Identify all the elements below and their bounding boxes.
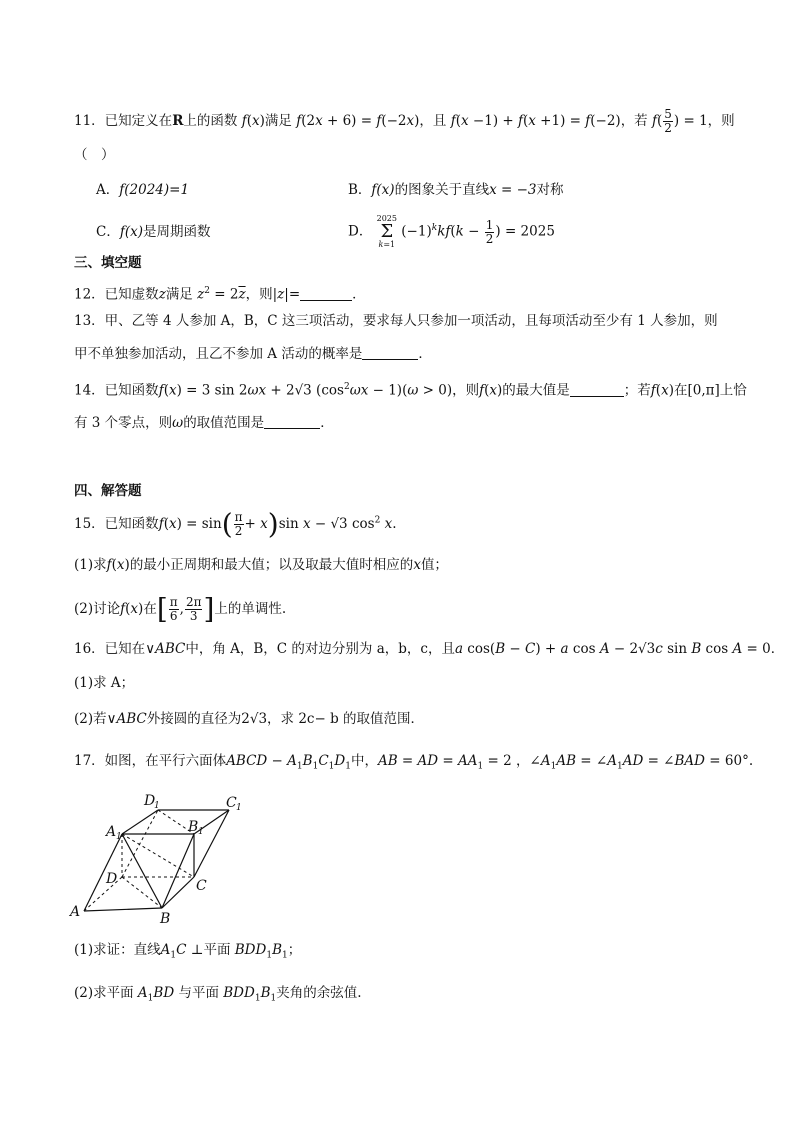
q12: 12．已知虚数z满足 $z^2 = 2\overline{z}$，则|z|= ． — [74, 286, 366, 303]
q13-answer-blank[interactable] — [362, 345, 418, 360]
q13-line2: 甲不单独参加活动，且乙不参加 A 活动的概率是 ． — [74, 346, 432, 362]
q17-part1: (1)求证：直线$A_1C$ ⊥平面 $BDD_1B_1$； — [74, 942, 302, 961]
label-B1: B — [188, 819, 199, 835]
q11-option-a[interactable]: A．f(2024)=1 — [96, 182, 190, 198]
section-3-heading: 三、填空题 — [74, 255, 142, 271]
q16-part1: (1)求 A； — [74, 675, 135, 691]
svg-text:1: 1 — [198, 827, 204, 837]
q17-part2: (2)求平面 $A_1BD$ 与平面 $BDD_1B_1$夹角的余弦值. — [74, 985, 362, 1004]
q15-part1: (1)求f(x)的最小正周期和最大值；以及取最大值时相应的x值； — [74, 557, 448, 573]
q11-stem: 11．已知定义在R上的函数 f(x)满足 f(2x + 6) = f(−2x)，且 f(x −1) + f(x +1) = f(−2)，若 f( $\frac{5}{2}$ ) = 1，则 — [74, 107, 735, 135]
label-A1: A — [106, 824, 117, 840]
section-4-heading: 四、解答题 — [74, 483, 142, 499]
q13-line1: 13．甲、乙等 4 人参加 A，B，C 这三项活动，要求每人只参加一项活动，且每项活动至少有 1 人参加，则 — [74, 313, 718, 329]
q11-paren: （ ） — [74, 147, 115, 163]
q14-line2: 有 3 个零点，则ω的取值范围是 ． — [74, 415, 334, 431]
label-D: D — [106, 871, 118, 887]
label-A: A — [70, 904, 81, 920]
q14-line1: 14．已知函数f(x) = 3 sin 2ωx + 2√3 $(\cos^2\omega x - 1)(\omega > 0)$，则f(x)的最大值是 ；若f(x)在[0,π]上恰 — [74, 382, 747, 399]
label-B: B — [160, 911, 171, 926]
q11-option-c[interactable]: C．f(x)是周期函数 — [96, 224, 211, 240]
q14-max-blank[interactable] — [570, 382, 624, 397]
parallelepiped-figure — [64, 786, 264, 926]
q15-stem: 15．已知函数f(x) = sin( $\frac{\pi}{2}$ + x)sin x − √3 $\cos^2 x$. — [74, 507, 397, 541]
q14-range-blank[interactable] — [264, 414, 320, 429]
label-C1: C — [226, 795, 237, 811]
q16-stem: 16．已知在∨ABC中，角 A，B，C 的对边分别为 a，b，c，且a cos(B − C) + a cos A − 2√3c sin B cos A = 0． — [74, 641, 785, 657]
label-D1: D — [144, 793, 156, 809]
q11-option-b[interactable]: B．f(x)的图象关于直线x = −3对称 — [348, 182, 564, 198]
svg-text:1: 1 — [154, 801, 160, 811]
q12-answer-blank[interactable] — [300, 286, 352, 301]
svg-text:1: 1 — [236, 803, 242, 813]
label-C: C — [196, 878, 207, 894]
q16-part2: (2)若∨ABC外接圆的直径为2√3，求 2c− b 的取值范围． — [74, 711, 425, 727]
q11-option-d[interactable]: D． 2025 Σ k=1 $(-1)^kkf(k$ − $\frac{1}{2}$ ) = 2025 — [348, 214, 555, 249]
q17-stem: 17．如图，在平行六面体ABCD − $A_1B_1C_1D_1$中，AB = AD = $AA_1 = 2$ ，$\angle A_1AB$ = $\angle A_1AD$ = ∠BAD = 60°. — [74, 753, 754, 772]
q15-part2: (2)讨论f(x)在[ $\frac{\pi}{6}$ , $\frac{2\pi}{3}$ ]上的单调性. — [74, 592, 287, 626]
svg-text:1: 1 — [116, 832, 122, 842]
